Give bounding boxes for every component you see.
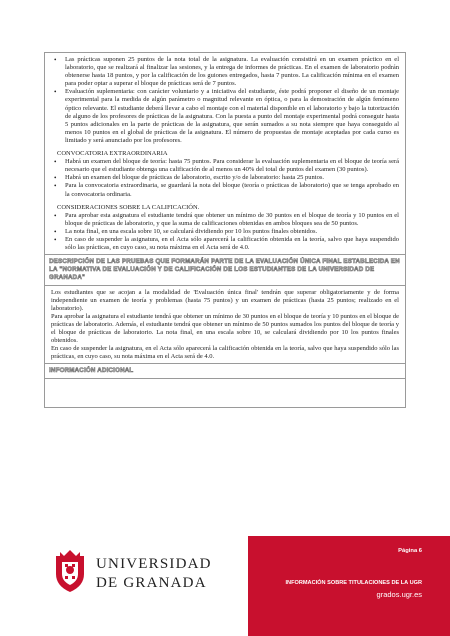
list-item: • Para la convocatoria extraordinaria, se guardará la nota del bloque (teoría o prácticas de laboratorio) que se tenga aprobado en la convocatoria ordinaria.	[65, 182, 399, 198]
footer-website-link[interactable]: grados.ugr.es	[376, 590, 422, 599]
page-number: Página 6	[398, 548, 422, 554]
extraordinaria-list	[51, 158, 399, 198]
list-item: • Para aprobar esta asignatura el estudiante tendrá que obtener un mínimo de 30 puntos en el bloque de teoría y 10 puntos en el bloque de prácticas de laboratorio, y que la suma de calificaciones obtenidas en ambos bloques sea de 50 puntos.	[65, 212, 399, 228]
informacion-adicional-heading: INFORMACIÓN ADICIONAL	[45, 363, 405, 379]
calificacion-list	[51, 212, 399, 252]
content-frame	[44, 52, 406, 408]
paragraph: Para aprobar la asignatura el estudiante tendrá que obtener un mínimo de 30 puntos en el bloque de teoría y 10 puntos en el bloque de prácticas de laboratorio. Además, el estudiante tendrá que obtener un mínimo de 50 puntos sumados los puntos del bloque de teoría y el bloque de prácticas de laboratorio. La nota final, en una escala sobre 10, se calculará dividiendo por 10 los puntos finales obtenidos.	[51, 312, 399, 345]
footer-info-label: INFORMACIÓN SOBRE TITULACIONES DE LA UGR	[285, 580, 422, 586]
list-item: • Habrá un examen del bloque de teoría: hasta 75 puntos. Para considerar la evaluación suplementaria en el bloque de teoría será necesario que el estudiante obtenga una calificación de al menos un 40% del total de puntos del examen (30 puntos).	[65, 158, 399, 174]
list-item: • Habrá un examen del bloque de prácticas de laboratorio, escrito y/o de laboratorio: hasta 25 puntos.	[65, 174, 399, 182]
paragraph: En caso de suspender la asignatura, en el Acta sólo aparecerá la calificación obtenida en la teoría, salvo que haya suspendido sólo las prácticas, en cuyo caso, su nota máxima en el Acta será de 4.0.	[51, 345, 399, 361]
paragraph: Los estudiantes que se acojan a la modalidad de 'Evaluación única final' tendrán que superar obligatoriamente y de forma independiente un examen de teoría y problemas (hasta 75 puntos) y un examen de prácticas (hasta 25 puntos; realizado en el laboratorio).	[51, 288, 399, 312]
practicas-list	[51, 56, 399, 145]
evaluacion-unica-heading: DESCRIPCIÓN DE LAS PRUEBAS QUE FORMARÁN PARTE DE LA EVALUACIÓN ÚNICA FINAL ESTABLECIDA EN LA "NORMATIVA DE EVALUACIÓN Y DE CALIFICACIÓN DE LOS ESTUDIANTES DE LA UNIVERSIDAD DE GRANADA"	[45, 254, 405, 285]
list-item: • En caso de suspender la asignatura, en el Acta sólo aparecerá la calificación obtenida en la teoría, salvo que haya suspendido sólo las prácticas, en cuyo caso, su nota máxima en el Acta será de 4.0.	[65, 236, 399, 252]
university-name-line2: DE GRANADA	[96, 575, 207, 591]
list-item: • Evaluación suplementaria: con carácter voluntario y a iniciativa del estudiante, éste podrá proponer el diseño de un montaje experimental para la medida de algún parámetro o magnitud relevante en óptica, o para la demostración de algún fenómeno óptico relevante. El estudiante deberá llevar a cabo el montaje con el material disponible en el laboratorio y bajo la tutorización de alguno de los profesores de prácticas de la asignatura. Con la puesta a punto del montaje experimental podrá conseguir hasta 5 puntos adicionales en la parte de prácticas de la asignatura, que serán sumados a su nota siempre que haya conseguido al menos 10 puntos en el global de prácticas de la asignatura. El número de propuestas de montaje aceptadas por cada curso es limitado y será anunciado por los profesores.	[65, 88, 399, 145]
calificacion-heading: CONSIDERACIONES SOBRE LA CALIFICACIÓN.	[57, 203, 200, 211]
list-item: • La nota final, en una escala sobre 10, se calculará dividiendo por 10 los puntos finales obtenidos.	[65, 228, 399, 236]
extraordinaria-heading: CONVOCATORIA EXTRAORDINARIA	[57, 150, 168, 158]
list-item: • Las prácticas suponen 25 puntos de la nota total de la asignatura. La evaluación consistirá en un examen práctico en el laboratorio, que se realizará al finalizar las sesiones, y la entrega de informes de prácticas. En el examen de laboratorio podrán obtenerse hasta 18 puntos, y por la calificación de los guiones entregados, hasta 7 puntos. La calificación mínima en el examen para poder optar a superar el bloque de prácticas será de 7 puntos.	[65, 56, 399, 88]
evaluation-cell	[45, 53, 405, 254]
evaluacion-unica-cell	[45, 286, 405, 364]
university-crest-icon	[50, 548, 90, 594]
university-name-line1: UNIVERSIDAD	[96, 556, 212, 572]
informacion-adicional-cell	[45, 379, 405, 407]
